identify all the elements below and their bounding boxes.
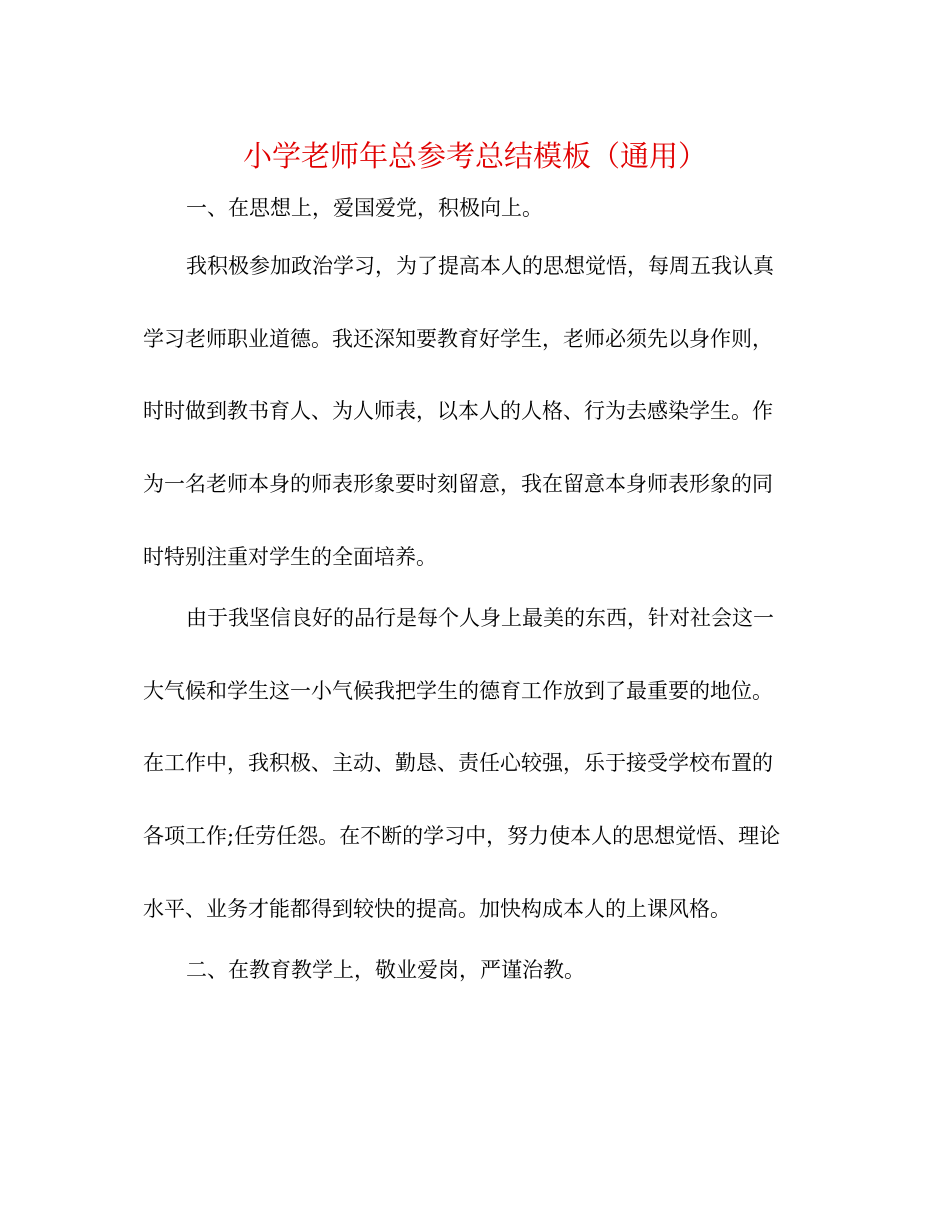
paragraph-line: 各项工作;任劳任怨。在不断的学习中，努力使本人的思想觉悟、理论 — [143, 824, 781, 848]
paragraph-line: 时时做到教书育人、为人师表，以本人的人格、行为去感染学生。作 — [143, 399, 773, 423]
paragraph-line: 我积极参加政治学习，为了提高本人的思想觉悟，每周五我认真 — [186, 254, 774, 278]
paragraph-line: 为一名老师本身的师表形象要时刻留意，我在留意本身师表形象的同 — [143, 472, 773, 496]
paragraph-line: 水平、业务才能都得到较快的提高。加快构成本人的上课风格。 — [143, 897, 731, 921]
paragraph-line: 由于我坚信良好的品行是每个人身上最美的东西，针对社会这一 — [186, 606, 774, 630]
paragraph-line: 时特别注重对学生的全面培养。 — [143, 545, 437, 569]
section-heading-1: 一、在思想上，爱国爱党，积极向上。 — [186, 196, 543, 220]
document-title: 小学老师年总参考总结模板（通用） — [242, 139, 707, 173]
section-heading-2: 二、在教育教学上，敬业爱岗，严谨治教。 — [186, 958, 585, 982]
paragraph-line: 学习老师职业道德。我还深知要教育好学生，老师必须先以身作则， — [143, 327, 773, 351]
paragraph-line: 在工作中，我积极、主动、勤恳、责任心较强，乐于接受学校布置的 — [143, 751, 773, 775]
paragraph-line: 大气候和学生这一小气候我把学生的德育工作放到了最重要的地位。 — [143, 679, 773, 703]
